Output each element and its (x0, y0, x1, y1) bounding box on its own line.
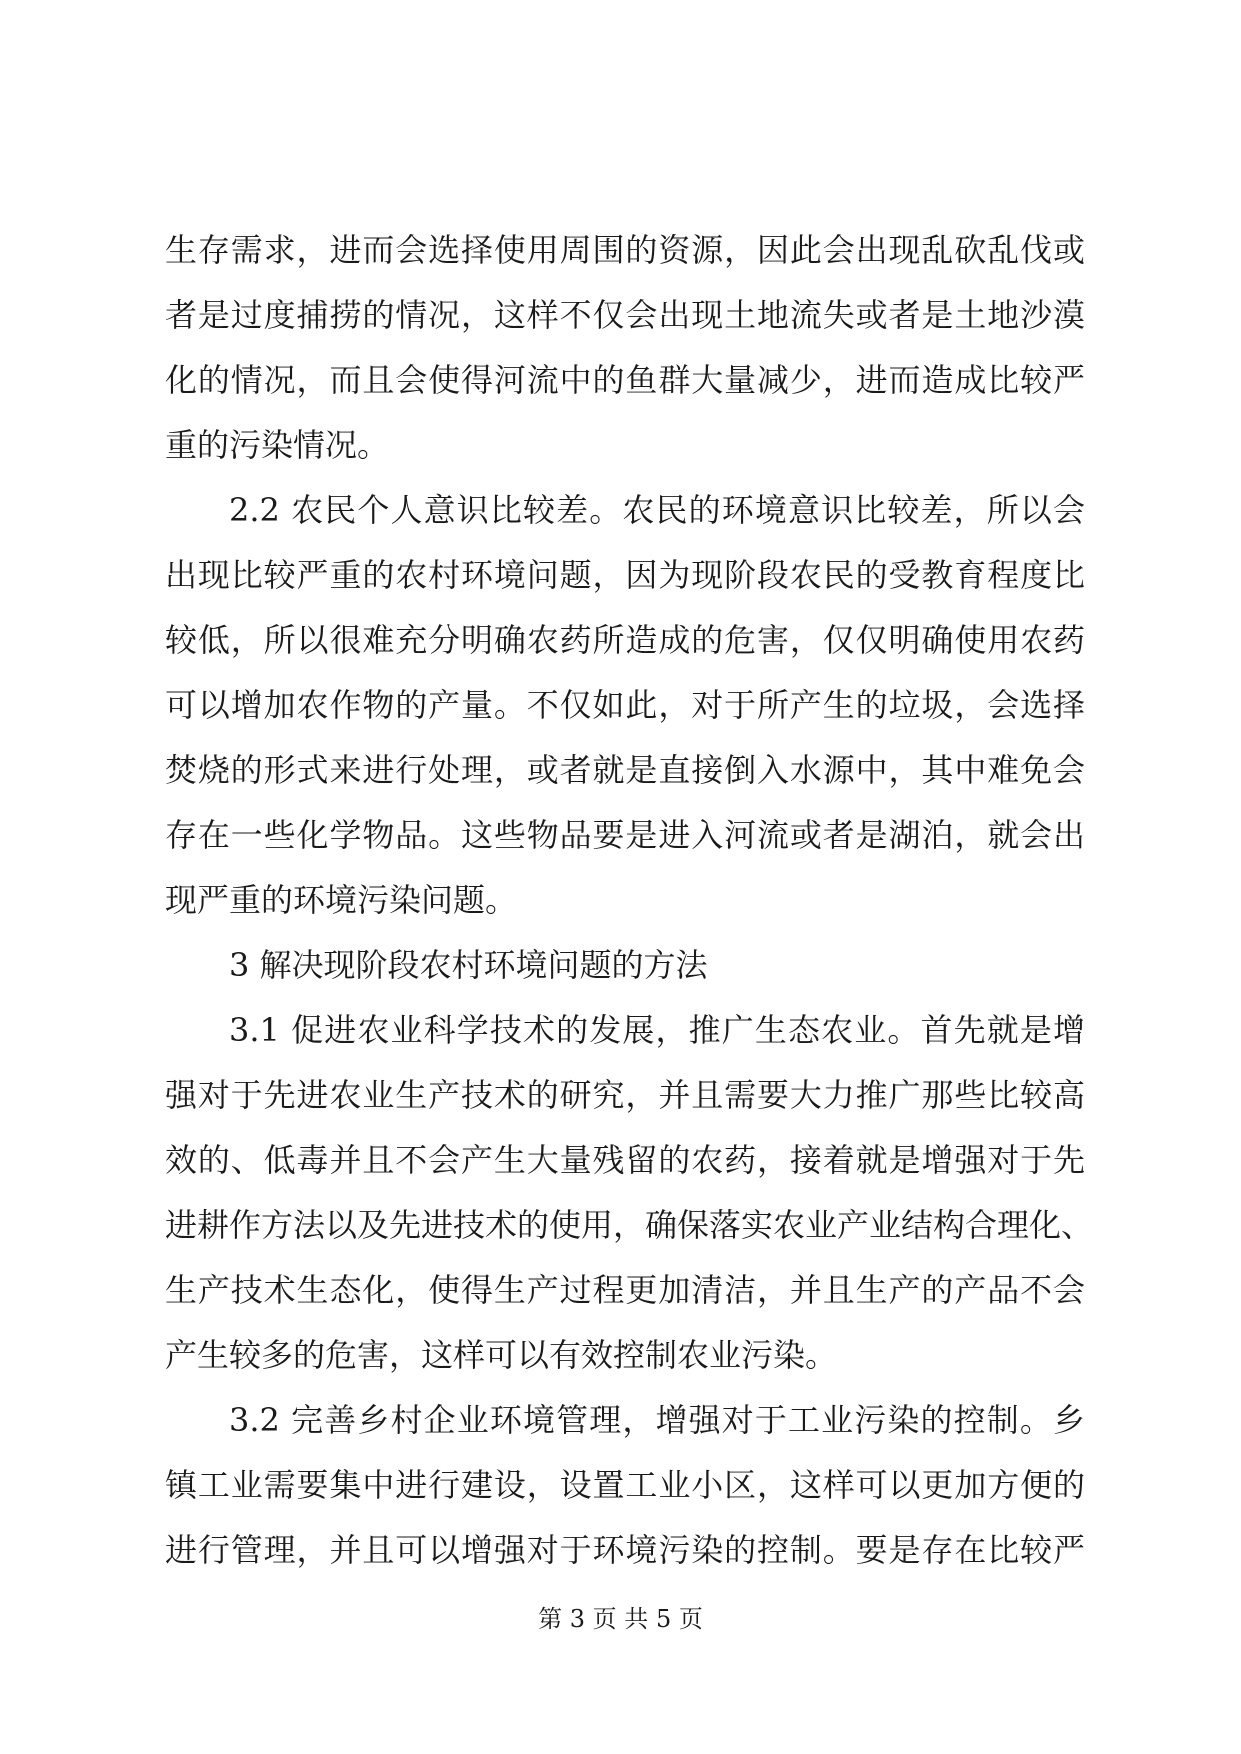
text-line: 进耕作方法以及先进技术的使用，确保落实农业产业结构合理化、 (165, 1206, 1094, 1244)
text-line: 化的情况，而且会使得河流中的鱼群大量减少，进而造成比较严 (165, 361, 1085, 399)
text-line: 进行管理，并且可以增强对于环境污染的控制。要是存在比较严 (165, 1531, 1085, 1569)
section-heading-3 (165, 933, 1085, 998)
text-line: 较低，所以很难充分明确农药所造成的危害，仅仅明确使用农药 (165, 621, 1085, 659)
paragraph-2-2 (165, 478, 1085, 933)
text-line: 焚烧的形式来进行处理，或者就是直接倒入水源中，其中难免会 (165, 751, 1085, 789)
text-line: 生存需求，进而会选择使用周围的资源，因此会出现乱砍乱伐或 (165, 231, 1085, 269)
text-line: 2.2 农民个人意识比较差。农民的环境意识比较差，所以会 (229, 491, 1085, 529)
text-line: 现严重的环境污染问题。 (165, 881, 518, 919)
text-line: 镇工业需要集中进行建设，设置工业小区，这样可以更加方便的 (165, 1466, 1085, 1504)
text-line: 可以增加农作物的产量。不仅如此，对于所产生的垃圾，会选择 (165, 686, 1085, 724)
text-line: 出现比较严重的农村环境问题，因为现阶段农民的受教育程度比 (165, 556, 1085, 594)
text-line: 生产技术生态化，使得生产过程更加清洁，并且生产的产品不会 (165, 1271, 1085, 1309)
text-line: 存在一些化学物品。这些物品要是进入河流或者是湖泊，就会出 (165, 816, 1085, 854)
text-line: 效的、低毒并且不会产生大量残留的农药，接着就是增强对于先 (165, 1141, 1085, 1179)
paragraph-3-1 (165, 998, 1094, 1388)
paragraph-3-2 (165, 1388, 1085, 1583)
text-line: 强对于先进农业生产技术的研究，并且需要大力推广那些比较高 (165, 1076, 1085, 1114)
text-line: 重的污染情况。 (165, 426, 390, 464)
page-number-label: 第 3 页 共 5 页 (538, 1605, 703, 1633)
text-line: 3.2 完善乡村企业环境管理，增强对于工业污染的控制。乡 (229, 1401, 1085, 1439)
text-line: 3.1 促进农业科学技术的发展，推广生态农业。首先就是增 (229, 1011, 1085, 1049)
section-heading: 3 解决现阶段农村环境问题的方法 (229, 946, 708, 984)
text-line: 产生较多的危害，这样可以有效控制农业污染。 (165, 1336, 838, 1374)
paragraph-continuation (165, 218, 1085, 478)
document-body (165, 218, 1094, 1583)
page-footer (0, 1604, 1241, 1634)
text-line: 者是过度捕捞的情况，这样不仅会出现土地流失或者是土地沙漠 (165, 296, 1085, 334)
